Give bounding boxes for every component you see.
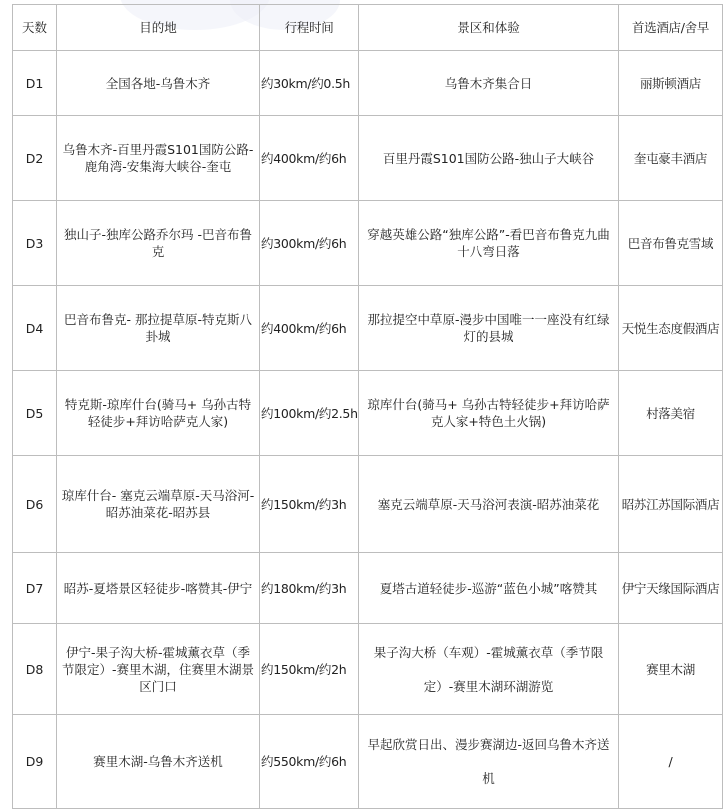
experience-cell: 夏塔古道轻徒步-巡游“蓝色小城”喀赞其 [359, 553, 619, 624]
destination-cell: 乌鲁木齐-百里丹霞S101国防公路-鹿角湾-安集海大峡谷-奎屯 [57, 116, 260, 201]
table-row [13, 553, 723, 624]
day-cell: D4 [13, 286, 57, 371]
table-row [13, 371, 723, 456]
destination-cell: 伊宁-果子沟大桥-霍城薰衣草（季节限定）-赛里木湖，住赛里木湖景区门口 [57, 624, 260, 715]
experience-cell: 穿越英雄公路“独库公路”-看巴音布鲁克九曲十八弯日落 [359, 201, 619, 286]
day-cell: D1 [13, 51, 57, 116]
table-row [13, 201, 723, 286]
travel-time-cell: 约100km/约2.5h [260, 371, 359, 456]
hotel-cell: / [619, 715, 723, 809]
experience-cell: 乌鲁木齐集合日 [359, 51, 619, 116]
table-row [13, 624, 723, 715]
travel-time-cell: 约150km/约2h [260, 624, 359, 715]
experience-cell: 果子沟大桥（车观）-霍城薰衣草（季节限 定）-赛里木湖环湖游览 [359, 624, 619, 715]
experience-cell: 那拉提空中草原-漫步中国唯一一座没有红绿灯的县城 [359, 286, 619, 371]
travel-time-cell: 约30km/约0.5h [260, 51, 359, 116]
table-row [13, 51, 723, 116]
header-cell-hotel: 首选酒店/舍早 [619, 5, 723, 51]
hotel-cell: 奎屯豪丰酒店 [619, 116, 723, 201]
experience-cell: 琼库什台(骑马+ 乌孙古特轻徒步+拜访哈萨克人家+特色土火锅) [359, 371, 619, 456]
hotel-cell: 伊宁天缘国际酒店 [619, 553, 723, 624]
travel-time-cell: 约400km/约6h [260, 116, 359, 201]
travel-time-cell: 约180km/约3h [260, 553, 359, 624]
destination-cell: 全国各地-乌鲁木齐 [57, 51, 260, 116]
day-cell: D6 [13, 456, 57, 553]
hotel-cell: 昭苏江苏国际酒店 [619, 456, 723, 553]
destination-cell: 琼库什台- 塞克云端草原-天马浴河-昭苏油菜花-昭苏县 [57, 456, 260, 553]
travel-time-cell: 约400km/约6h [260, 286, 359, 371]
table-row [13, 116, 723, 201]
header-cell-travel-time: 行程时间 [260, 5, 359, 51]
day-cell: D9 [13, 715, 57, 809]
travel-time-cell: 约150km/约3h [260, 456, 359, 553]
table-header-row [13, 5, 723, 51]
travel-time-cell: 约300km/约6h [260, 201, 359, 286]
hotel-cell: 村落美宿 [619, 371, 723, 456]
hotel-cell: 巴音布鲁克雪域 [619, 201, 723, 286]
hotel-cell: 丽斯顿酒店 [619, 51, 723, 116]
experience-cell: 塞克云端草原-天马浴河表演-昭苏油菜花 [359, 456, 619, 553]
destination-cell: 赛里木湖-乌鲁木齐送机 [57, 715, 260, 809]
travel-time-cell: 约550km/约6h [260, 715, 359, 809]
table-row [13, 715, 723, 809]
destination-cell: 独山子-独库公路乔尔玛 -巴音布鲁克 [57, 201, 260, 286]
destination-cell: 巴音布鲁克- 那拉提草原-特克斯八卦城 [57, 286, 260, 371]
day-cell: D3 [13, 201, 57, 286]
table-row [13, 456, 723, 553]
experience-cell: 早起欣赏日出、漫步赛湖边-返回乌鲁木齐送 机 [359, 715, 619, 809]
hotel-cell: 赛里木湖 [619, 624, 723, 715]
day-cell: D7 [13, 553, 57, 624]
destination-cell: 昭苏-夏塔景区轻徒步-喀赞其-伊宁 [57, 553, 260, 624]
header-cell-scenic-experience: 景区和体验 [359, 5, 619, 51]
header-cell-day: 天数 [13, 5, 57, 51]
destination-cell: 特克斯-琼库什台(骑马+ 乌孙古特轻徒步+拜访哈萨克人家) [57, 371, 260, 456]
header-cell-destination: 目的地 [57, 5, 260, 51]
table-row [13, 286, 723, 371]
day-cell: D5 [13, 371, 57, 456]
hotel-cell: 天悦生态度假酒店 [619, 286, 723, 371]
experience-cell: 百里丹霞S101国防公路-独山子大峡谷 [359, 116, 619, 201]
itinerary-table [12, 4, 723, 809]
day-cell: D8 [13, 624, 57, 715]
day-cell: D2 [13, 116, 57, 201]
